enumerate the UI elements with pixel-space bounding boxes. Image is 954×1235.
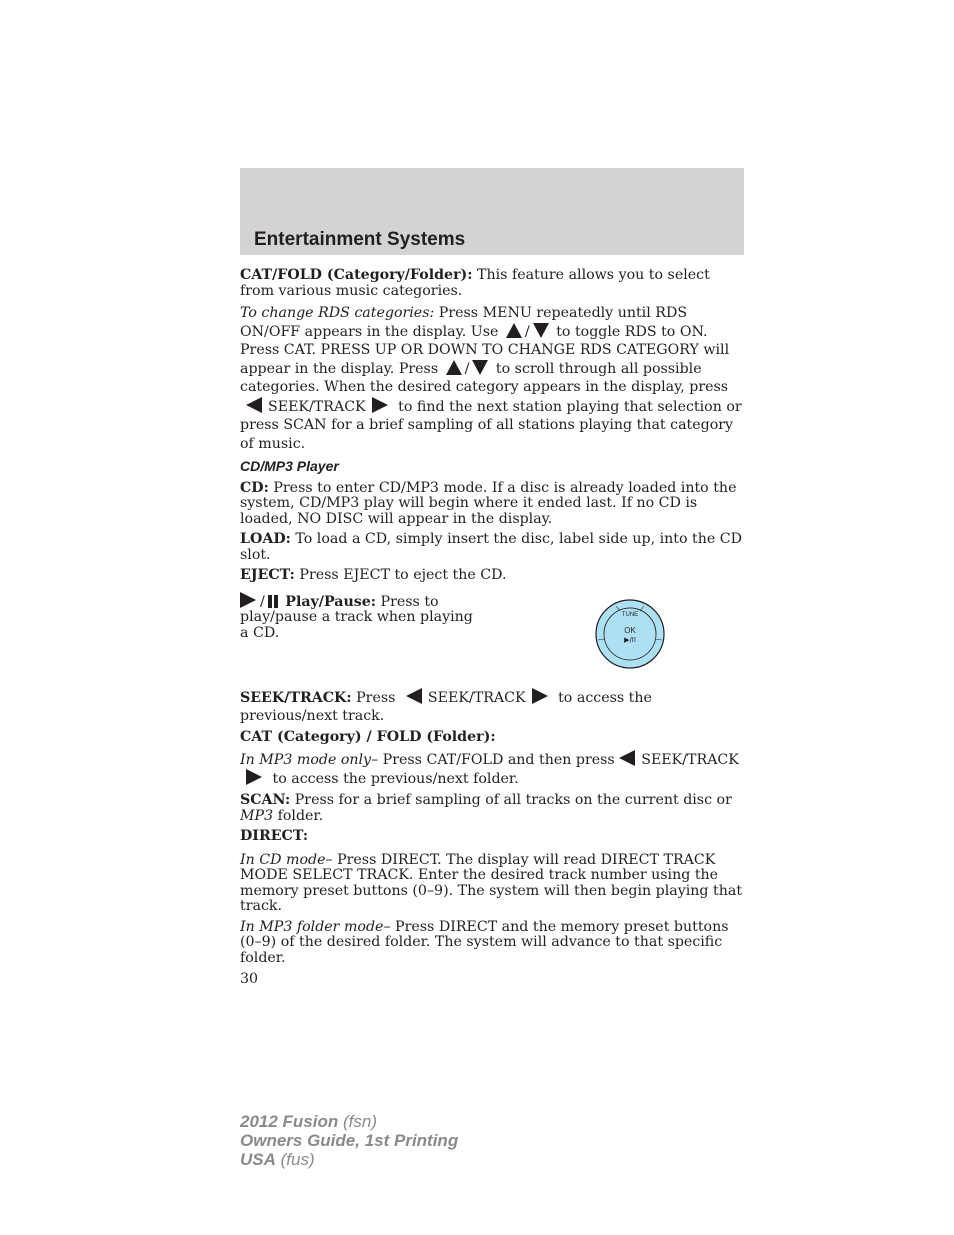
direct-cd-italic: In CD mode [240,851,326,868]
direct-mp3-paragraph [240,920,744,967]
footer-imprint [240,1112,458,1169]
play-icon [240,592,256,608]
down-arrow-icon [472,360,488,375]
seek-right-icon [532,688,548,704]
footer-market-code: (fus) [275,1150,315,1169]
scan-text-1: Press for a brief sampling of all tracks on the current disc or [290,792,732,808]
rds-text-4: to find the next station playing that selection or press SCAN for a brief sampling of all stations playing that category of music. [240,398,742,452]
catfold-text: This feature allows you to select from various music categories. [240,267,710,299]
rds-seek-label: SEEK/TRACK [268,398,366,415]
direct-cd-paragraph [240,853,744,915]
cat-mp3-text-1: – Press CAT/FOLD and then press [371,752,620,768]
seek-left-icon [406,688,422,704]
direct-mp3-italic: In MP3 folder mode [240,918,384,935]
footer-model: 2012 Fusion [240,1112,339,1131]
page-number: 30 [240,971,259,987]
catfold-label: CAT/FOLD (Category/Folder): [240,267,473,283]
seek-track-text-2: to access the previous/next track. [240,689,652,724]
down-arrow-icon [533,323,549,338]
knob-tune-label: TUNE [621,611,639,618]
load-paragraph [240,532,744,563]
eject-label: EJECT: [240,567,295,583]
direct-mp3-text: – Press DIRECT and the memory preset buttons (0–9) of the desired folder. The system will advance to that specific folder. [240,918,729,966]
load-label: LOAD: [240,531,291,547]
seek-track-paragraph [240,688,744,725]
seek-track-name: SEEK/TRACK [427,689,526,706]
cd-text: Press to enter CD/MP3 mode. If a disc is already loaded into the system, CD/MP3 play will begin where it ended last. If no CD is loaded, NO DISC will appear in the display. [240,479,737,527]
rds-slash-2: / [464,360,470,377]
play-pause-label: Play/Pause: [285,593,377,610]
up-arrow-icon [506,323,522,338]
rds-slash: / [524,323,530,340]
page-content [240,268,744,993]
footer-guide: Owners Guide, 1st Printing [240,1131,459,1150]
rds-paragraph [240,304,744,453]
scan-mp3-italic: MP3 [240,807,274,824]
footer-line-3 [240,1150,458,1169]
scan-paragraph [240,793,744,824]
eject-text: Press EJECT to eject the CD. [294,567,507,583]
knob-play-pause-symbol: ▶/II [624,635,636,644]
rds-text-3: to scroll through all possible categories. When the desired category appears in the display, press [240,360,729,395]
cat-mp3-italic: In MP3 mode only [240,752,372,768]
cd-paragraph [240,481,744,528]
play-pause-block [240,592,744,688]
cat-mp3-seek: SEEK/TRACK [641,752,739,768]
pause-icon [267,595,279,608]
eject-paragraph [240,568,744,584]
play-pause-slash: / [260,593,265,610]
play-pause-paragraph [240,592,480,642]
cat-fold-heading: CAT (Category) / FOLD (Folder): [240,728,496,745]
scan-label: SCAN: [240,792,291,808]
rds-text-2: to toggle RDS to ON. Press CAT. PRESS UP OR DOWN TO CHANGE RDS CATEGORY will appear in the display. Press [240,323,730,377]
seek-right-icon [372,397,388,413]
tune-ok-knob-illustration [594,598,666,670]
cat-mp3-paragraph [240,750,744,788]
direct-heading: DIRECT: [240,828,309,844]
knob-ok-label: OK [624,625,636,635]
seek-right-icon [246,769,262,785]
load-text: To load a CD, simply insert the disc, label side up, into the CD slot. [240,531,742,563]
footer-market: USA [240,1150,276,1169]
seek-left-icon [246,397,262,413]
up-arrow-icon [446,360,462,375]
cat-mp3-text-2: to access the previous/next folder. [268,771,519,787]
section-header [240,168,744,255]
footer-line-2 [240,1131,458,1150]
rds-text-1: Press MENU repeatedly until RDS ON/OFF appears in the display. Use [240,305,688,340]
section-title: Entertainment Systems [254,229,466,250]
scan-text-2: folder. [273,807,324,824]
cd-label: CD: [240,479,269,496]
seek-left-icon [619,750,635,766]
direct-cd-text: – Press DIRECT. The display will read DIRECT TRACK MODE SELECT TRACK. Enter the desired track number using the memory preset buttons (0–9). The system will then begin playing that track. [240,851,743,914]
play-pause-text: Press to play/pause a track when playing a CD. [240,593,473,641]
seek-track-text-1: Press [351,689,400,706]
seek-track-label: SEEK/TRACK: [240,689,352,706]
footer-model-code: (fsn) [338,1112,377,1131]
catfold-paragraph [240,268,744,299]
cd-mp3-heading: CD/MP3 Player [240,458,339,474]
rds-intro: To change RDS categories: [240,305,435,321]
footer-line-1 [240,1112,458,1131]
